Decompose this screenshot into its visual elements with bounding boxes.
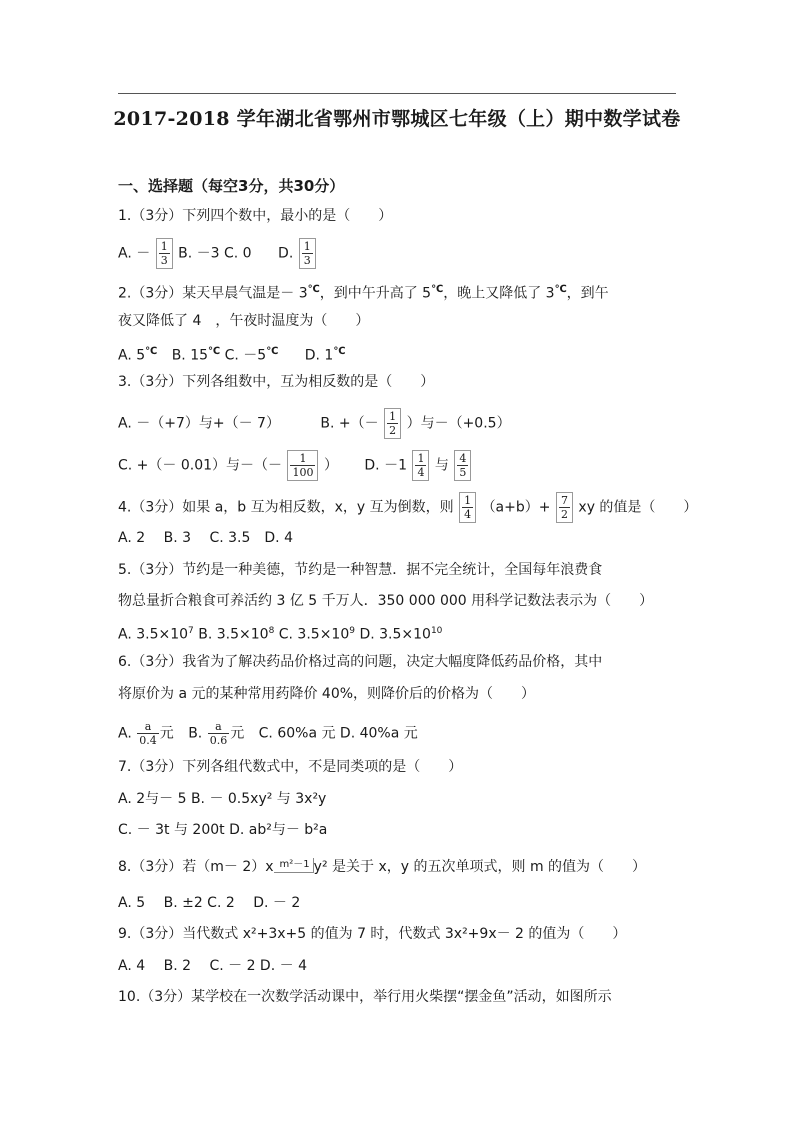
q1-bc: B. －3 C. 0 [178, 245, 252, 262]
q1-d-fraction: $\frac{1}{3}$ [299, 238, 316, 269]
q6-line2: 将原价为 a 元的某种常用药降价 40%，则降价后的价格为（ ） [118, 686, 536, 702]
q2-line2: 夜又降低了 4 ，午夜时温度为（ ） [118, 313, 370, 329]
q5-line1: 5.（3分）节约是一种美德，节约是一种智慧．据不完全统计，全国每年浪费食 [118, 562, 603, 578]
q2-line1: 2.（3分）某天早晨气温是－ 3℃，到中午升高了 5℃，晚上又降低了 3℃，到午 [118, 284, 609, 302]
q8-stem: 8.（3分）若（m－ 2）x m²－1 y² 是关于 x，y 的五次单项式，则 m 的值为（ ） [118, 859, 647, 875]
q5-options: A. $3.5\times 10^7$ B. $3.5\times 10^8$ C. $3.5\times 10^9$ D. $3.5\times 10^{10}$ [118, 626, 443, 643]
q1-a-prefix: A. － [118, 245, 151, 262]
section-heading: 一、选择题（每空3分，共30分） [118, 177, 345, 195]
q3-d-fraction1: $\frac{1}{4}$ [412, 450, 429, 481]
q9-stem: 9.（3分）当代数式 x²+3x+5 的值为 7 时，代数式 3x²+9x－ 2 的值为（ ） [118, 926, 627, 942]
q6-b-fraction: $\frac{a}{0.6}$ [209, 720, 228, 747]
header-rule [118, 93, 676, 94]
q3-c-fraction: $\frac{1}{100}$ [287, 450, 318, 481]
page-title: 2017-2018 学年湖北省鄂州市鄂城区七年级（上）期中数学试卷 [113, 108, 681, 130]
q3-d-fraction2: $\frac{4}{5}$ [454, 450, 471, 481]
q7-stem: 7.（3分）下列各组代数式中，不是同类项的是（ ） [118, 759, 463, 775]
q8-exponent: m²－1 [274, 858, 314, 873]
celsius-symbol: ℃ [554, 284, 567, 295]
q9-options: A. 4 B. 2 C. － 2 D. － 4 [118, 958, 307, 974]
q4-stem: 4.（3分）如果 a，b 互为相反数，x，y 互为倒数，则 $\frac{1}{4}$ （a+b）+ $\frac{7}{2}$ xy 的值是（ ） [118, 494, 698, 521]
q1-a-fraction: $\frac{1}{3}$ [156, 238, 173, 269]
q1-stem: 1.（3分）下列四个数中，最小的是（ ） [118, 208, 393, 224]
q10-stem: 10.（3分）某学校在一次数学活动课中，举行用火柴摆“摆金鱼”活动，如图所示 [118, 989, 612, 1005]
q8-options: A. 5 B. ±2 C. 2 D. － 2 [118, 895, 301, 911]
q4-fraction2: $\frac{7}{2}$ [556, 492, 573, 523]
q3-stem: 3.（3分）下列各组数中，互为相反数的是（ ） [118, 374, 435, 390]
q5-line2: 物总量折合粮食可养活约 3 亿 5 千万人．350 000 000 用科学记数法表示为（ ） [118, 593, 654, 609]
q1-d-prefix: D. [278, 245, 294, 262]
q3-options-ab: A. －（+7）与+（－ 7） B. +（－ $\frac{1}{2}$ ）与－（+0.5） [118, 410, 511, 437]
q6-a-fraction: $\frac{a}{0.4}$ [139, 720, 157, 747]
q6-line1: 6.（3分）我省为了解决药品价格过高的问题，决定大幅度降低药品价格，其中 [118, 654, 603, 670]
q3-b-fraction: $\frac{1}{2}$ [384, 408, 401, 439]
q6-options: A. $\frac{a}{0.4}$ 元 B. $\frac{a}{0.6}$ 元 C. 60%a 元 D. 40%a 元 [118, 720, 418, 747]
q3-options-cd: C. +（－ 0.01）与－（－ $\frac{1}{100}$ ） D. －1 $\frac{1}{4}$ 与 $\frac{4}{5}$ [118, 450, 472, 481]
q4-fraction1: $\frac{1}{4}$ [459, 492, 476, 523]
q7-options-cd: C. － 3t 与 200t D. ab²与－ b²a [118, 822, 328, 838]
celsius-symbol: ℃ [307, 284, 320, 295]
q1-options [118, 238, 317, 269]
q7-options-ab: A. 2与－ 5 B. － 0.5xy² 与 3x²y [118, 791, 327, 807]
q2-options: A. 5℃ B. 15℃ C. －5℃ D. 1℃ [118, 346, 346, 364]
q4-options: A. 2 B. 3 C. 3.5 D. 4 [118, 530, 293, 546]
celsius-symbol: ℃ [431, 284, 444, 295]
